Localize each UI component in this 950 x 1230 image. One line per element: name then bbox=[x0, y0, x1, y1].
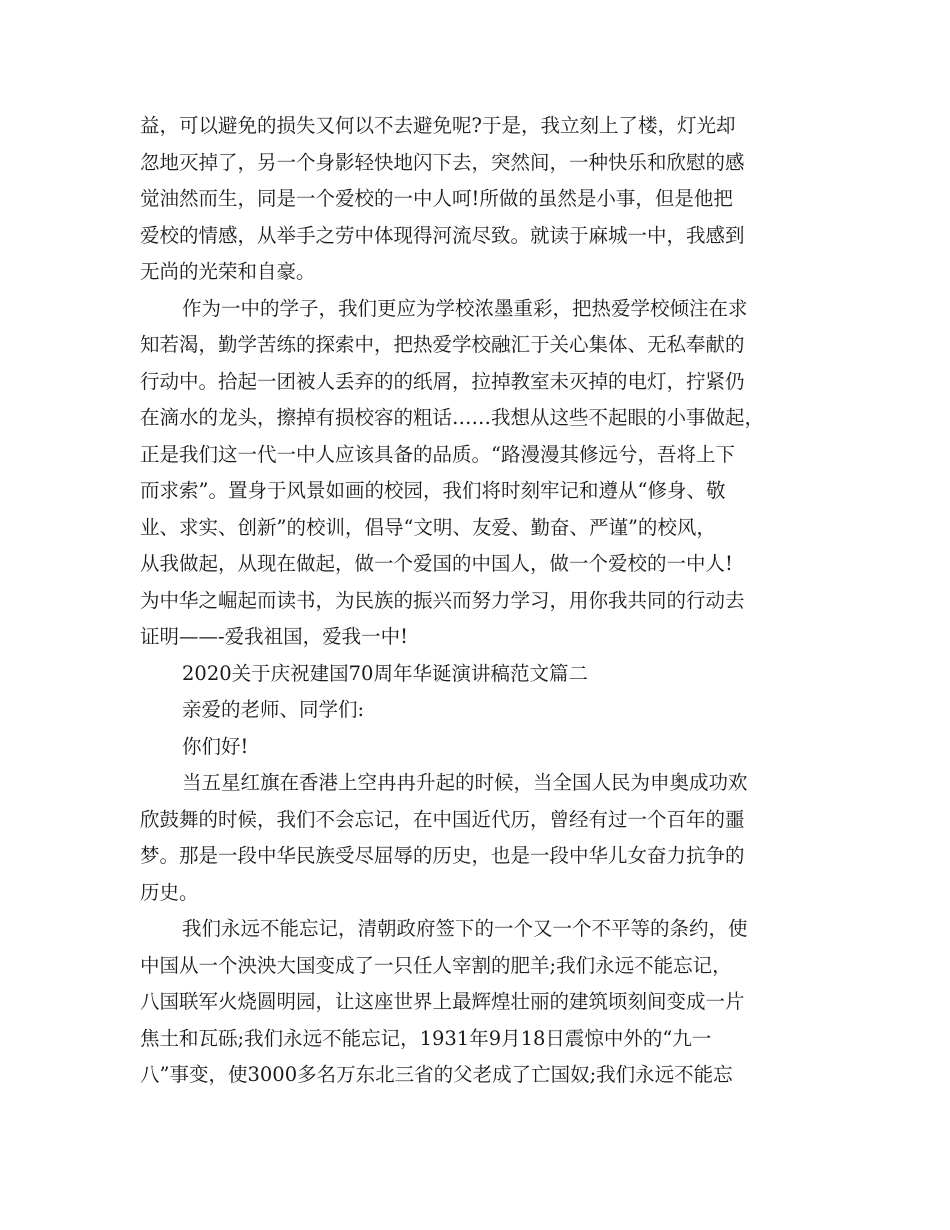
text-line: 你们好! bbox=[182, 734, 249, 758]
text-line: 而求索”。置身于风景如画的校园，我们将时刻牢记和遵从“修身、敬 bbox=[140, 479, 726, 502]
text-line: 2020关于庆祝建国70周年华诞演讲稿范文篇二 bbox=[182, 661, 588, 685]
text-line: 八国联军火烧圆明园，让这座世界上最辉煌壮丽的建筑顷刻间变成一片 bbox=[140, 990, 745, 1013]
text-line: 知若渴，勤学苦练的探索中，把热爱学校融汇于关心集体、无私奉献的 bbox=[140, 333, 745, 356]
text-line: 作为一中的学子，我们更应为学校浓墨重彩，把热爱学校倾注在求 bbox=[182, 296, 748, 320]
text-line: 证明——-爱我祖国，爱我一中! bbox=[140, 625, 408, 648]
text-line: 我们永远不能忘记，清朝政府签下的一个又一个不平等的条约，使 bbox=[182, 917, 748, 940]
text-line: 从我做起，从现在做起，做一个爱国的中国人，做一个爱校的一中人! bbox=[140, 552, 733, 575]
text-line: 历史。 bbox=[140, 880, 199, 904]
text-line: 忽地灭掉了，另一个身影轻快地闪下去，突然间，一种快乐和欣慰的感 bbox=[140, 150, 745, 174]
text-line: 无尚的光荣和自豪。 bbox=[140, 260, 316, 283]
text-line: 在滴水的龙头，擦掉有损校容的粗话……我想从这些不起眼的小事做起， bbox=[140, 406, 765, 429]
text-line: 业、求实、创新”的校训，倡导“文明、友爱、勤奋、严谨”的校风， bbox=[140, 515, 716, 539]
text-line: 为中华之崛起而读书，为民族的振兴而努力学习，用你我共同的行动去 bbox=[140, 588, 745, 612]
text-line: 八”事变，使3000多名万东北三省的父老成了亡国奴;我们永远不能忘 bbox=[140, 1063, 733, 1086]
text-line: 欣鼓舞的时候，我们不会忘记，在中国近代历，曾经有过一个百年的噩 bbox=[140, 807, 745, 831]
text-line: 爱校的情感，从举手之劳中体现得河流尽致。就读于麻城一中，我感到 bbox=[140, 223, 745, 247]
text-line: 焦土和瓦砾;我们永远不能忘记，1931年9月18日震惊中外的“九一 bbox=[140, 1026, 712, 1050]
text-line: 正是我们这一代一中人应该具备的品质。“路漫漫其修远兮，吾将上下 bbox=[140, 442, 735, 466]
text-line: 梦。那是一段中华民族受尽屈辱的历史，也是一段中华儿女奋力抗争的 bbox=[140, 844, 745, 867]
document-body bbox=[140, 108, 815, 1094]
text-line: 益，可以避免的损失又何以不去避免呢?于是，我立刻上了楼，灯光却 bbox=[140, 114, 736, 137]
text-line: 当五星红旗在香港上空冉冉升起的时候，当全国人民为申奥成功欢 bbox=[182, 771, 748, 794]
text-line: 行动中。拾起一团被人丢弃的的纸屑，拉掉教室未灭掉的电灯，拧紧仍 bbox=[140, 369, 745, 393]
text-line: 觉油然而生，同是一个爱校的一中人呵!所做的虽然是小事，但是他把 bbox=[140, 187, 733, 210]
text-line: 中国从一个泱泱大国变成了一只任人宰割的肥羊;我们永远不能忘记， bbox=[140, 953, 732, 977]
text-line: 亲爱的老师、同学们: bbox=[182, 698, 365, 721]
